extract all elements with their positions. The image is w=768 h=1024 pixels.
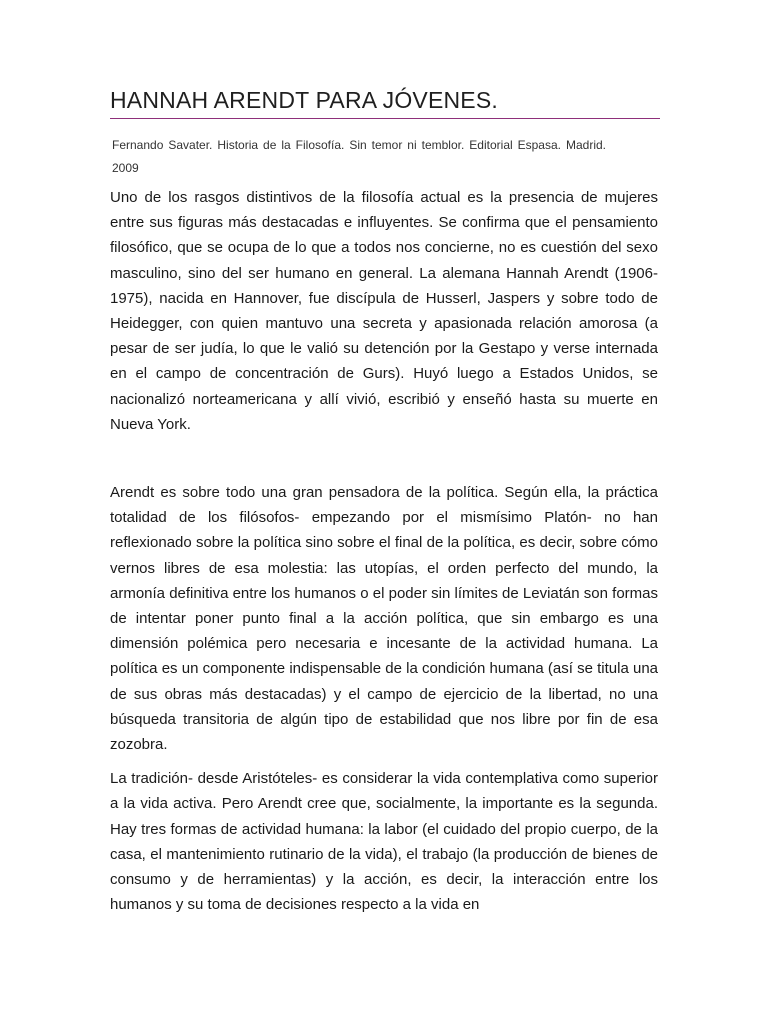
document-title: HANNAH ARENDT PARA JÓVENES. xyxy=(110,87,498,113)
title-divider xyxy=(110,118,660,119)
paragraph-3: La tradición- desde Aristóteles- es considerar la vida contemplativa como superior a la vida activa. Pero Arendt cree que, socialmente, la importante es la segunda. Hay tres formas de actividad humana: la labor (el cuidado del propio cuerpo, de la casa, el mantenimiento rutinario de la vida), el trabajo (la producción de bienes de consumo y de herramientas) y la acción, es decir, la interacción entre los humanos y su toma de decisiones respecto a la vida en xyxy=(110,770,658,914)
paragraph-2: Arendt es sobre todo una gran pensadora de la política. Según ella, la práctica totalidad de los filósofos- empezando por el mismísimo Platón- no han reflexionado sobre la política sino sobre el final de la política, es decir, sobre cómo vernos libres de esa molestia: las utopías, el orden perfecto del mundo, la armonía definitiva entre los humanos o el poder sin límites de Leviatán son formas de intentar poner punto final a la acción política, que sin embargo es una dimensión polémica pero necesaria e incesante de la actividad humana. La política es un componente indispensable de la condición humana (así se titula una de sus obras más destacadas) y el campo de ejercicio de la libertad, no una búsqueda transitoria de algún tipo de estabilidad que nos libre por fin de esa zozobra. xyxy=(110,484,658,754)
paragraph-1: Uno de los rasgos distintivos de la filosofía actual es la presencia de mujeres entre sus figuras más destacadas e influyentes. Se confirma que el pensamiento filosófico, que se ocupa de lo que a todos nos concierne, no es cuestión del sexo masculino, sino del ser humano en general. La alemana Hannah Arendt (1906-1975), nacida en Hannover, fue discípula de Husserl, Jaspers y sobre todo de Heidegger, con quien mantuvo una secreta y apasionada relación amorosa (a pesar de ser judía, lo que le valió su detención por la Gestapo y verse internada en el campo de concentración de Gurs). Huyó luego a Estados Unidos, se nacionalizó norteamericana y allí vivió, escribió y enseñó hasta su muerte en Nueva York. xyxy=(110,189,658,433)
source-citation: Fernando Savater. Historia de la Filosofía. Sin temor ni temblor. Editorial Espasa. Madrid. 2009 xyxy=(112,138,606,175)
document-page xyxy=(110,0,658,917)
